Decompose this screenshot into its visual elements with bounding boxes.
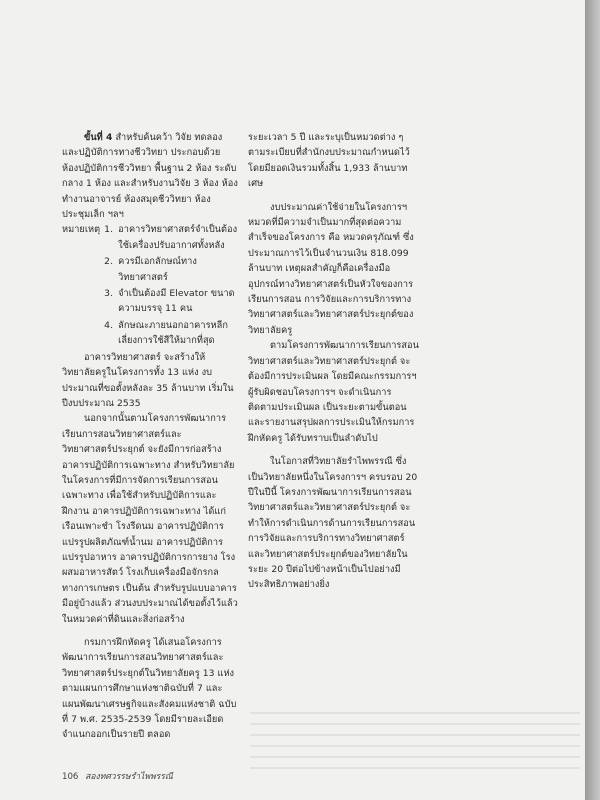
note-label: หมายเหตุ	[62, 224, 101, 236]
note-text: อาคารวิทยาศาสตร์จำเป็นต้องใช้เครื่องปรับอากาศทั้งหลัง	[118, 224, 238, 251]
budget-paragraph: งบประมาณค่าใช้จ่ายในโครงการฯ หมวดที่มีความจำเป็นมากที่สุดต่อความสำเร็จของโครงการ คือ หมวดครุภัณฑ์ ซึ่งประมาณการไว้เป็นจำนวนเงิน 818.099 ล้านบาท เหตุผลสำคัญก็คือเครื่องมืออุปกรณ์ทางวิทยาศาสตร์เป็นหัวใจของการเรียนการสอน การวิจัยและการบริการทางวิทยาศาสตร์และวิทยาศาสตร์ประยุกต์ของวิทยาลัยครู	[248, 201, 414, 336]
right-column	[248, 130, 420, 593]
notes-block	[62, 222, 238, 349]
intro-paragraph	[62, 130, 238, 222]
paragraph-gap	[62, 627, 238, 635]
evaluation-paragraph: ตามโครงการพัฒนาการเรียนการสอนวิทยาศาสตร์และวิทยาศาสตร์ประยุกต์ จะต้องมีการประเมินผล โดยมีคณะกรรมการฯ ผู้รับผิดชอบโครงการฯ จะดำเนินการติดตามประเมินผล เป็นระยะตามขั้นตอน และรายงานสรุปผลการประเมินให้กรมการฝึกหัดครู ได้รับทราบเป็นลำดับไป	[248, 340, 419, 444]
publication-title: สองทศวรรษรำไพพรรณี	[85, 772, 173, 782]
note-number: 2.	[104, 256, 114, 268]
note-number: 4.	[104, 319, 114, 331]
note-text: จำเป็นต้องมี Elevator ขนาดความบรรจุ 11 คน	[118, 288, 235, 315]
building-paragraph: อาคารวิทยาศาสตร์ จะสร้างให้วิทยาลัยครูในโครงการทั้ง 13 แห่ง งบประมาณที่ขอตั้งหลังละ 35 ล้านบาท เริ่มในปีงบประมาณ 2535	[62, 351, 234, 409]
besides-paragraph: นอกจากนั้นตามโครงการพัฒนาการเรียนการสอนวิทยาศาสตร์และวิทยาศาสตร์ประยุกต์ จะยังมีการก่อสร้างอาคารปฏิบัติการเฉพาะทาง สำหรับวิทยาลัยในโครงการที่มีการจัดการเรียนการสอนเฉพาะทาง เพื่อใช้สำหรับปฏิบัติการและฝึกงาน อาคารปฏิบัติการเฉพาะทาง ได้แก่ เรือนเพาะชำ โรงรีดนม อาคารปฏิบัติการแปรรูปผลิตภัณฑ์น้ำนม อาคารปฏิบัติการแปรรูปอาหาร อาคารปฏิบัติการการยาง โรงผสมอาหารสัตว์ โรงเก็บเครื่องมือจักรกลทางการเกษตร เป็นต้น สำหรับรูปแบบอาคารมีอยู่บ้างแล้ว ส่วนงบประมาณได้ขอตั้งไว้แล้วในหมวดค่าที่ดินและสิ่งก่อสร้าง	[62, 413, 238, 625]
note-number: 1.	[104, 224, 114, 236]
step-label: ขั้นที่ 4	[84, 132, 113, 143]
continuation-paragraph: ระยะเวลา 5 ปี และระบุเป็นหมวดต่าง ๆ ตามระเบียบที่สำนักงบประมาณกำหนดไว้ โดยมียอดเงินรวมทั้งสิ้น 1,933 ล้านบาทเศษ	[248, 132, 410, 190]
paragraph-gap	[248, 446, 420, 454]
note-item	[104, 222, 238, 253]
note-item	[104, 318, 238, 349]
intro-text: สำหรับค้นคว้า วิจัย ทดลอง และปฏิบัติการทางชีววิทยา ประกอบด้วย ห้องปฏิบัติการชีววิทยา พื้นฐาน 2 ห้อง ระดับกลาง 1 ห้อง และสำหรับงานวิจัย 3 ห้อง ห้องทำงานอาจารย์ ห้องสมุดชีววิทยา ห้องประชุมเล็ก ฯลฯ	[62, 132, 238, 221]
note-item	[104, 286, 238, 317]
binding-edge	[585, 0, 600, 800]
notes-list	[104, 222, 238, 349]
note-number: 3.	[104, 288, 114, 300]
page-number: 106	[62, 772, 79, 782]
note-item	[104, 254, 238, 285]
paragraph-gap	[248, 192, 420, 200]
note-text: ลักษณะภายนอกอาคารหลีกเลี่ยงการใช้สีให้มากที่สุด	[118, 319, 228, 347]
occasion-paragraph: ในโอกาสที่วิทยาลัยรำไพพรรณี ซึ่งเป็นวิทยาลัยหนึ่งในโครงการฯ ครบรอบ 20 ปีในปีนี้ โครงการพัฒนาการเรียนการสอนวิทยาศาสตร์และวิทยาศาสตร์ประยุกต์ จะทำให้การดำเนินการด้านการเรียนการสอน การวิจัยและการบริการทางวิทยาศาสตร์และวิทยาศาสตร์ประยุกต์ของวิทยาลัยในระยะ 20 ปีต่อไปข้างหน้าเป็นไปอย่างมีประสิทธิภาพอย่างยิ่ง	[248, 456, 418, 591]
training-paragraph: กรมการฝึกหัดครู ได้เสนอโครงการพัฒนาการเรียนการสอนวิทยาศาสตร์และวิทยาศาสตร์ประยุกต์ในวิทยาลัยครู 13 แห่ง ตามแผนการศึกษาแห่งชาติฉบับที่ 7 และแผนพัฒนาเศรษฐกิจและสังคมแห่งชาติ ฉบับที่ 7 พ.ศ. 2535-2539 โดยมีรายละเอียดจำแนกออกเป็นรายปี ตลอด	[62, 637, 237, 741]
note-text: ควรมีเอกลักษณ์ทางวิทยาศาสตร์	[118, 256, 197, 283]
show-through-text	[250, 712, 580, 772]
left-column	[62, 130, 238, 743]
page-footer	[62, 769, 173, 783]
